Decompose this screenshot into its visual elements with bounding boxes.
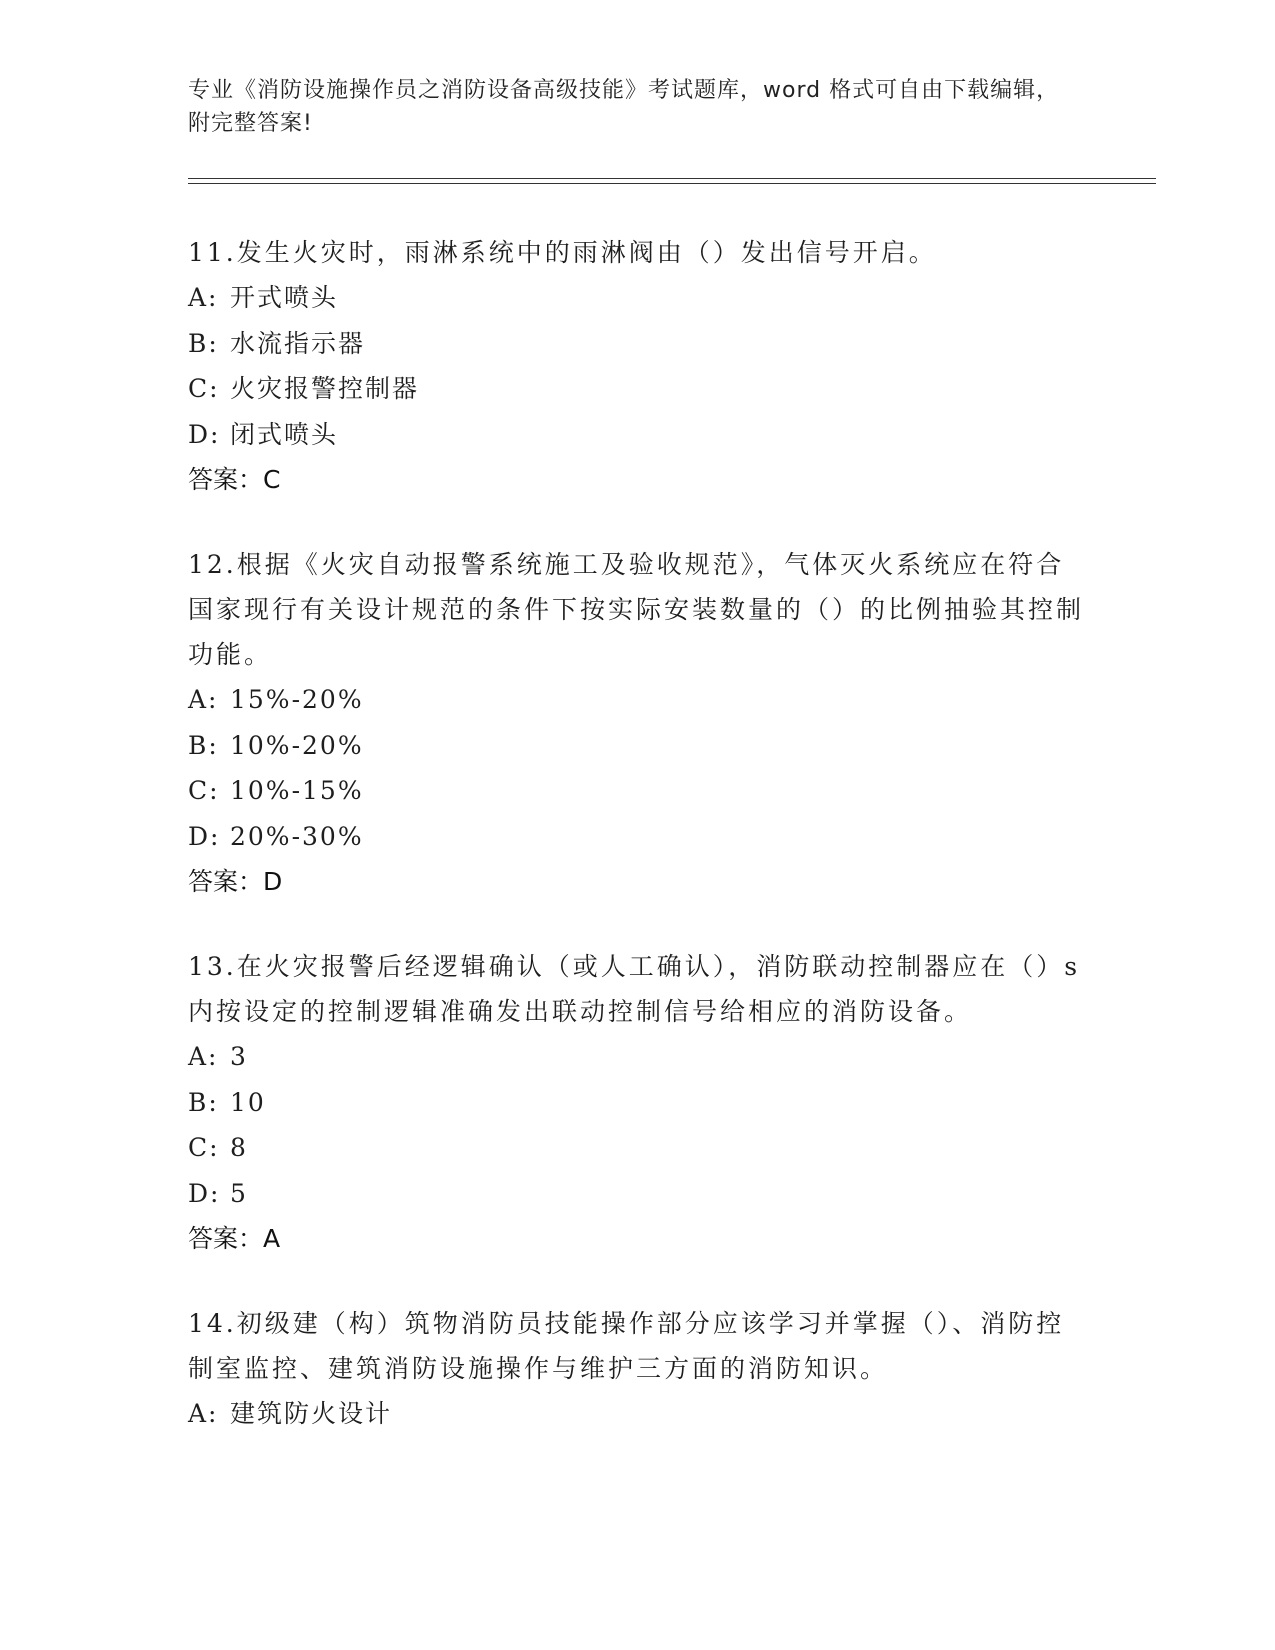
option-text: 8 (230, 1133, 248, 1162)
option-d (188, 1171, 1088, 1217)
option-key: D: (188, 419, 221, 449)
question-item (188, 944, 1088, 1261)
option-text: 10%-15% (230, 776, 364, 805)
option-b (188, 723, 1088, 769)
question-item (188, 542, 1088, 904)
question-text: 12.根据《火灾自动报警系统施工及验收规范》，气体灭火系统应在符合国家现行有关设计规范的条件下按实际安装数量的（）的比例抽验其控制功能。 (188, 550, 1085, 669)
question-item (188, 230, 1088, 502)
option-key: B: (188, 1087, 219, 1117)
option-a (188, 275, 1088, 321)
question-text: 14.初级建（构）筑物消防员技能操作部分应该学习并掌握（）、消防控制室监控、建筑消防设施操作与维护三方面的消防知识。 (188, 1309, 1065, 1383)
option-text: 20%-30% (230, 821, 364, 851)
option-key: D: (188, 1178, 221, 1208)
option-text: 建筑防火设计 (230, 1399, 393, 1428)
answer-text: 答案：C (188, 465, 281, 494)
option-text: 水流指示器 (230, 328, 366, 358)
option-text: 3 (230, 1042, 248, 1071)
option-text: 15%-20% (230, 685, 364, 714)
option-a (188, 677, 1088, 723)
answer-text: 答案：A (188, 1224, 281, 1253)
option-key: C: (188, 1133, 220, 1162)
document-intro: 专业《消防设施操作员之消防设备高级技能》考试题库，word 格式可自由下载编辑，附完整答案! (188, 78, 1060, 136)
option-text: 5 (230, 1178, 248, 1208)
question-text: 13.在火灾报警后经逻辑确认（或人工确认），消防联动控制器应在（）s 内按设定的控制逻辑准确发出联动控制信号给相应的消防设备。 (188, 952, 1081, 1026)
option-b (188, 321, 1088, 367)
option-text: 开式喷头 (230, 283, 339, 312)
option-a (188, 1034, 1088, 1080)
option-key: A: (188, 283, 219, 312)
option-key: B: (188, 730, 219, 760)
option-d (188, 814, 1088, 860)
option-key: A: (188, 685, 219, 714)
answer-text: 答案：D (188, 867, 283, 896)
option-text: 10%-20% (230, 730, 364, 760)
header-divider-top (188, 178, 1156, 179)
option-c (188, 1125, 1088, 1171)
option-a (188, 1391, 1088, 1437)
question-item (188, 1301, 1088, 1437)
option-text: 10 (230, 1087, 266, 1117)
option-key: B: (188, 328, 219, 358)
option-key: C: (188, 776, 220, 805)
option-b (188, 1080, 1088, 1126)
question-text: 11.发生火灾时，雨淋系统中的雨淋阀由（）发出信号开启。 (188, 238, 937, 267)
option-d (188, 412, 1088, 458)
header-divider-bottom (188, 183, 1156, 184)
option-key: D: (188, 821, 221, 851)
option-text: 闭式喷头 (230, 419, 339, 449)
option-key: A: (188, 1399, 219, 1428)
option-text: 火灾报警控制器 (230, 374, 420, 403)
option-c (188, 768, 1088, 814)
option-key: C: (188, 374, 220, 403)
option-c (188, 366, 1088, 412)
question-list (188, 230, 1088, 1477)
option-key: A: (188, 1042, 219, 1071)
